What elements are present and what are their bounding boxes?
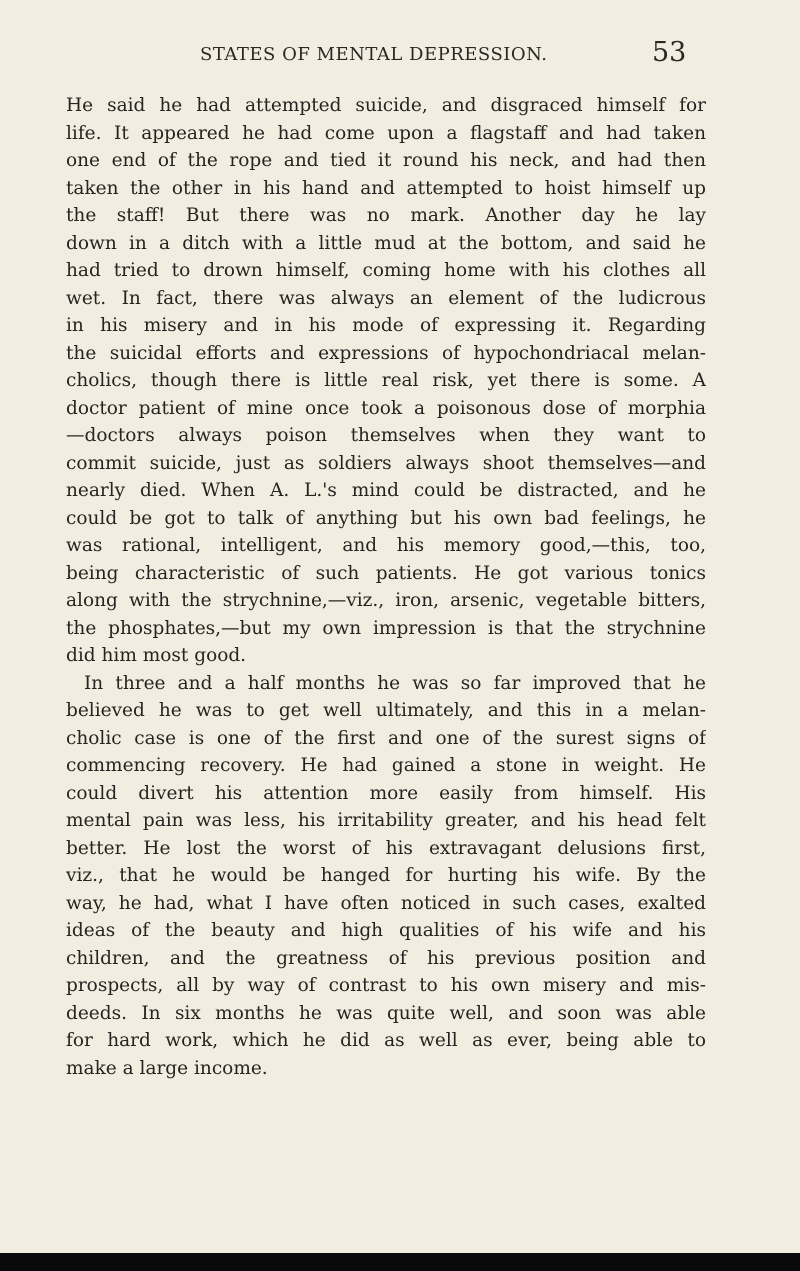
text-line: believed he was to get well ultimately, and this in a melan- [66,700,706,721]
text-line: the suicidal efforts and expressions of hypochondriacal melan- [66,342,706,364]
text-line: taken the other in his hand and attempted to hoist himself up [66,177,706,199]
text-line: in his misery and in his mode of expressing it. Regarding [66,315,706,336]
text-line: one end of the rope and tied it round his neck, and had then [66,150,706,171]
text-line: did him most good. [66,645,247,666]
text-line: doctor patient of mine once took a poisonous dose of morphia [66,397,706,419]
running-head-title: STATES OF MENTAL DEPRESSION. [200,44,548,65]
text-line: nearly died. When A. L.'s mind could be distracted, and he [66,480,706,501]
text-line: was rational, intelligent, and his memory good,—this, too, [66,535,706,556]
text-line: being characteristic of such patients. He got various tonics [66,562,706,584]
page-number: 53 [652,37,687,68]
text-line: along with the strychnine,—viz., iron, arsenic, vegetable bitters, [66,590,706,611]
text-line: ideas of the beauty and high qualities of his wife and his [66,920,706,941]
text-line: wet. In fact, there was always an element of the ludicrous [66,287,706,309]
text-line: deeds. In six months he was quite well, and soon was able [66,1002,706,1024]
text-line: way, he had, what I have often noticed in such cases, exalted [66,892,706,914]
text-line: prospects, all by way of contrast to his own misery and mis- [66,975,706,996]
text-line: He said he had attempted suicide, and disgraced himself for [66,95,706,116]
text-line: children, and the greatness of his previous position and [66,947,706,969]
bottom-edge-rule [0,1253,800,1271]
text-line: —doctors always poison themselves when they want to [66,425,706,446]
text-line: cholics, though there is little real risk, yet there is some. A [66,370,706,391]
text-line: better. He lost the worst of his extravagant delusions first, [66,837,706,859]
text-line: cholic case is one of the first and one of the surest signs of [66,727,706,749]
text-line: make a large income. [66,1057,268,1079]
text-line: for hard work, which he did as well as ever, being able to [66,1030,706,1051]
text-line: the staff! But there was no mark. Another day he lay [66,205,706,226]
text-line: down in a ditch with a little mud at the bottom, and said he [66,232,706,254]
text-line: life. It appeared he had come upon a flagstaff and had taken [66,122,706,144]
text-line: had tried to drown himself, coming home with his clothes all [66,260,706,281]
text-line: commit suicide, just as soldiers always shoot themselves—and [66,452,706,474]
text-line: In three and a half months he was so far improved that he [84,672,706,694]
text-line: viz., that he would be hanged for hurting his wife. By the [66,865,706,886]
text-line: commencing recovery. He had gained a stone in weight. He [66,755,706,776]
text-line: the phosphates,—but my own impression is that the strychnine [66,617,706,639]
text-line: mental pain was less, his irritability greater, and his head felt [66,810,706,831]
body-text [66,92,706,1082]
text-line: could divert his attention more easily from himself. His [66,782,706,804]
text-line: could be got to talk of anything but his own bad feelings, he [66,507,706,529]
